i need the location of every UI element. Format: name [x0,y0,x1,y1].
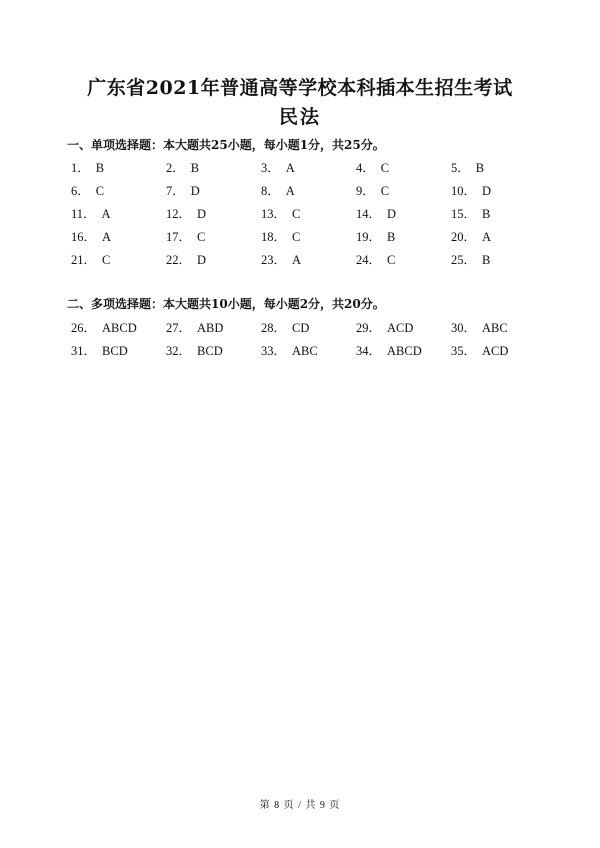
question-number: 27． [166,321,192,335]
question-number: 1． [71,161,90,175]
answer-item [451,158,546,175]
answer-item [261,227,356,244]
question-number: 3． [261,161,280,175]
question-number: 12． [166,207,192,221]
question-number: 28． [261,321,287,335]
answer-item [71,318,166,335]
document-subtitle: 民法 [278,106,321,128]
answer-value: ABC [482,321,508,335]
question-number: 31． [71,344,97,358]
answer-value: A [101,207,111,221]
answer-item [166,341,261,358]
answer-item [166,250,261,267]
answer-item [261,341,356,358]
answer-item [261,250,356,267]
question-number: 2． [166,161,185,175]
answer-item [356,227,451,244]
answer-value: B [482,253,491,267]
answer-value: D [190,184,200,198]
question-number: 20． [451,230,477,244]
answer-item [451,250,546,267]
question-number: 30． [451,321,477,335]
answer-value: D [197,207,207,221]
question-number: 21． [71,253,97,267]
answer-item [166,318,261,335]
answer-value: C [292,207,301,221]
question-number: 29． [356,321,382,335]
answer-value: C [387,253,396,267]
question-number: 13． [261,207,287,221]
answer-value: C [197,230,206,244]
page-footer: 第 8 页 / 共 9 页 [259,800,341,811]
answer-value: ABC [292,344,318,358]
answer-item [71,341,166,358]
answer-item [451,204,546,221]
answer-value: D [387,207,397,221]
question-number: 33． [261,344,287,358]
section-heading-single-choice: 一、单项选择题：本大题共25小题，每小题1分，共25分。 [67,138,385,152]
answer-value: C [380,161,390,175]
answer-value: A [292,253,302,267]
question-number: 16． [71,230,97,244]
question-number: 6． [71,184,90,198]
question-number: 23． [261,253,287,267]
answer-item [261,181,356,198]
answer-item [356,158,451,175]
answer-item [71,204,166,221]
answer-value: B [475,161,485,175]
answer-item [261,158,356,175]
document-title: 广东省2021年普通高等学校本科插本生招生考试 [87,77,513,99]
question-number: 19． [356,230,382,244]
answer-item [356,181,451,198]
question-number: 7． [166,184,185,198]
answer-value: ACD [482,344,509,358]
answer-item [451,227,546,244]
question-number: 4． [356,161,375,175]
question-number: 17． [166,230,192,244]
question-number: 26． [71,321,97,335]
question-number: 14． [356,207,382,221]
answer-value: A [285,184,295,198]
question-number: 11． [71,207,96,221]
answer-item [71,227,166,244]
answer-item [451,181,546,198]
answer-item [261,318,356,335]
question-number: 5． [451,161,470,175]
answer-value: CD [292,321,310,335]
question-number: 22． [166,253,192,267]
answer-item [261,204,356,221]
answer-item [71,181,166,198]
question-number: 24． [356,253,382,267]
answer-value: D [197,253,207,267]
question-number: 8． [261,184,280,198]
question-number: 32． [166,344,192,358]
answer-value: BCD [102,344,128,358]
answer-value: B [190,161,200,175]
question-number: 34． [356,344,382,358]
answer-value: C [102,253,111,267]
answer-item [451,318,546,335]
answer-value: A [285,161,295,175]
answer-item [166,227,261,244]
answer-value: D [482,184,492,198]
answer-item [356,341,451,358]
question-number: 9． [356,184,375,198]
answer-item [356,204,451,221]
answer-item [166,158,261,175]
answer-value: ABD [197,321,224,335]
answer-item [71,250,166,267]
section-heading-multiple-choice: 二、多项选择题：本大题共10小题，每小题2分，共20分。 [67,297,385,311]
answer-item [166,204,261,221]
answer-value: B [95,161,105,175]
question-number: 25． [451,253,477,267]
answer-value: BCD [197,344,223,358]
answer-item [166,181,261,198]
answer-value: B [482,207,491,221]
answer-item [71,158,166,175]
question-number: 35． [451,344,477,358]
answer-value: B [387,230,396,244]
answer-value: C [380,184,390,198]
multiple-choice-answer-grid [71,318,546,358]
single-choice-answer-grid [71,158,546,267]
answer-value: ABCD [387,344,422,358]
answer-value: A [482,230,492,244]
answer-item [356,250,451,267]
answer-value: C [292,230,301,244]
answer-value: ABCD [102,321,137,335]
answer-value: ACD [387,321,414,335]
question-number: 10． [451,184,477,198]
question-number: 18． [261,230,287,244]
answer-value: A [102,230,112,244]
answer-item [356,318,451,335]
question-number: 15． [451,207,477,221]
answer-value: C [95,184,105,198]
answer-item [451,341,546,358]
